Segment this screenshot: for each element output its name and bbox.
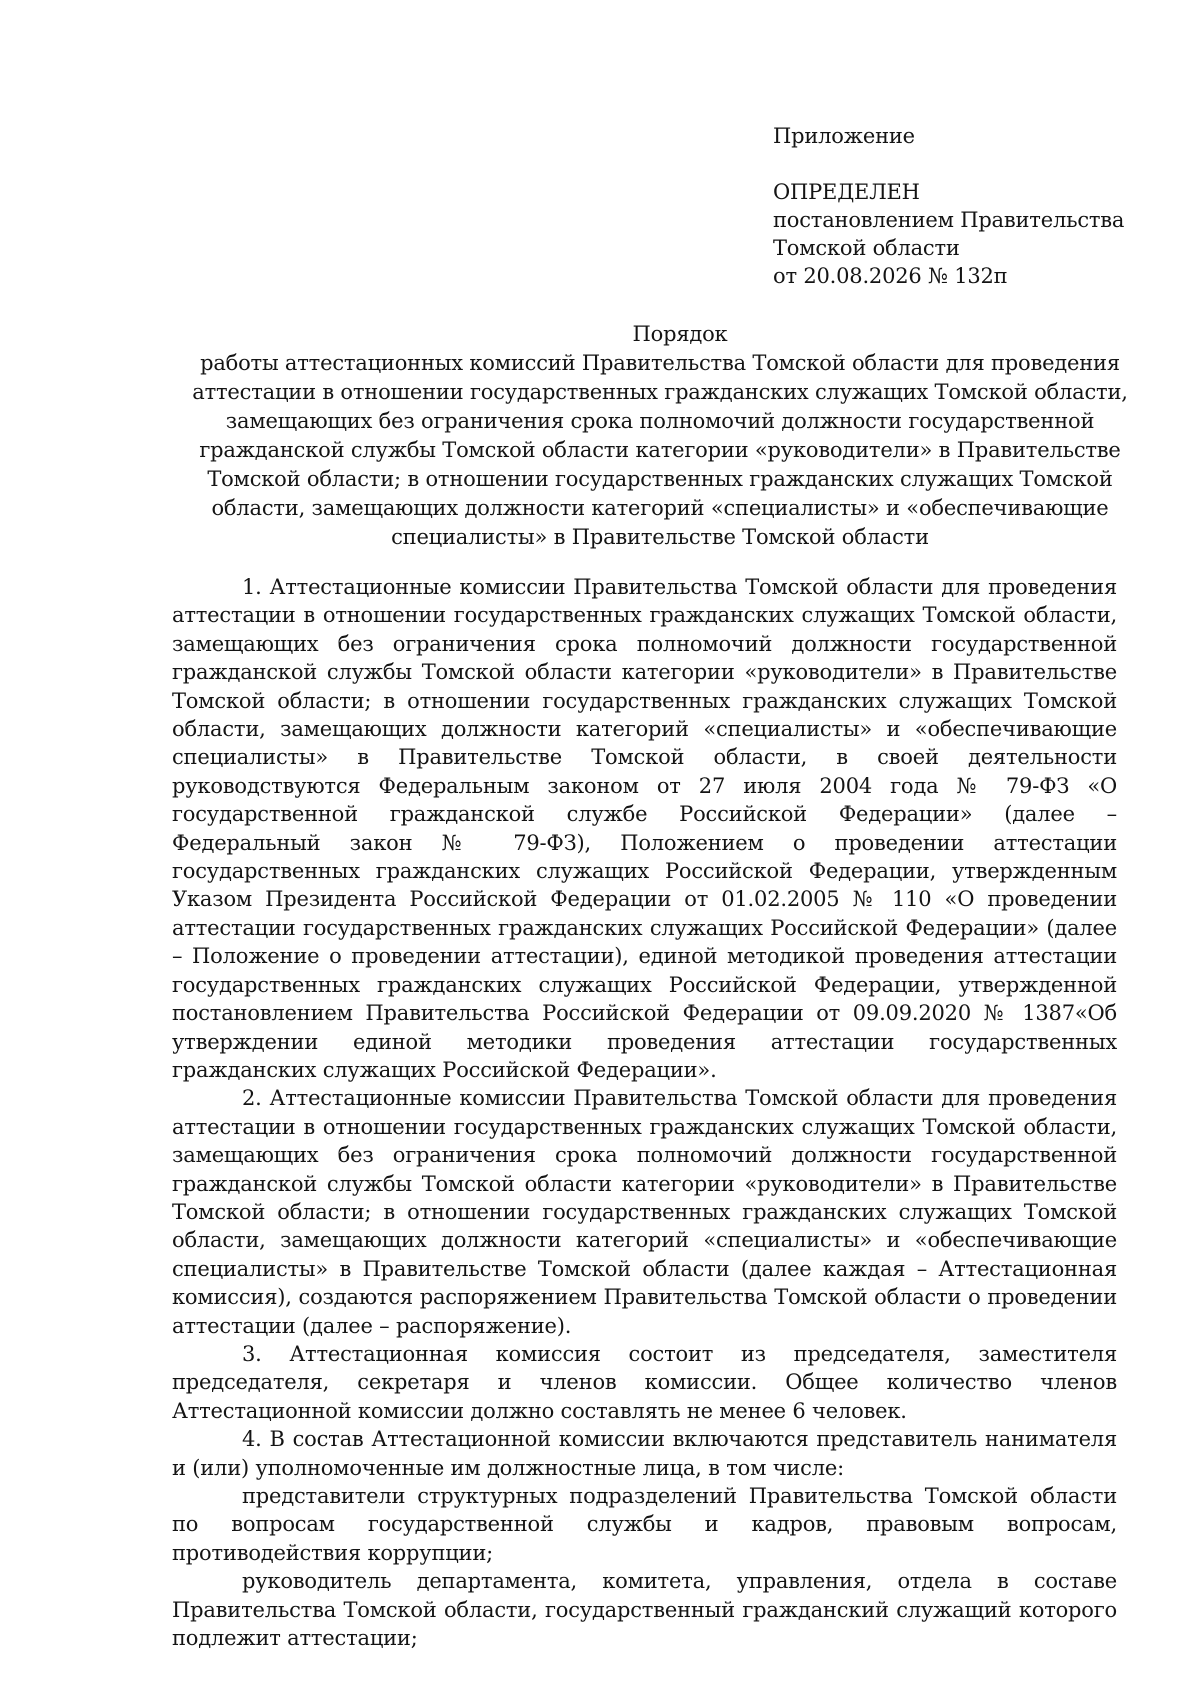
document-body (172, 573, 1117, 1652)
defined-label: ОПРЕДЕЛЕН (773, 180, 920, 204)
appendix-label: Приложение (773, 124, 915, 148)
document-title (160, 320, 1160, 552)
title-heading: Порядок (632, 322, 728, 346)
decree-line-1: постановлением Правительства (773, 208, 1125, 232)
title-line: аттестации в отношении государственных гражданских служащих Томской области, (192, 380, 1128, 404)
title-line: Томской области; в отношении государственных гражданских служащих Томской (207, 467, 1113, 491)
title-line: работы аттестационных комиссий Правительства Томской области для проведения (200, 351, 1120, 375)
paragraph-2: 2. Аттестационные комиссии Правительства Томской области для проведения аттестации в отношении государственных гражданских служащих Томской области, замещающих без ограничения срока полномочий должности государственной гражданской службы Томской области категории «руководители» в Правительстве Томской области; в отношении государственных гражданских служащих Томской области, замещающих должности категорий «специалисты» и «обеспечивающие специалисты» в Правительстве Томской области (далее каждая – Аттестационная комиссия), создаются распоряжением Правительства Томской области о проведении аттестации (далее – распоряжение). (172, 1086, 1117, 1338)
decree-date: от 20.08.2026 № 132п (773, 264, 1008, 288)
title-line: специалисты» в Правительстве Томской области (391, 525, 929, 549)
paragraph-3: 3. Аттестационная комиссия состоит из председателя, заместителя председателя, секретаря и членов комиссии. Общее количество членов Аттестационной комиссии должно составлять не менее 6 человек. (172, 1341, 1117, 1423)
decree-line-2: Томской области (773, 236, 960, 260)
paragraph-4: 4. В состав Аттестационной комиссии включаются представитель нанимателя и (или) уполномоченные им должностные лица, в том числе: (172, 1427, 1117, 1480)
title-line: замещающих без ограничения срока полномочий должности государственной (225, 409, 1095, 433)
appendix-block (773, 122, 1124, 290)
paragraph-4-item-1: представители структурных подразделений Правительства Томской области по вопросам государственной службы и кадров, правовым вопросам, противодействия коррупции; (172, 1484, 1117, 1565)
paragraph-1: 1. Аттестационные комиссии Правительства Томской области для проведения аттестации в отношении государственных гражданских служащих Томской области, замещающих без ограничения срока полномочий должности государственной гражданской службы Томской области категории «руководители» в Правительстве Томской области; в отношении государственных гражданских служащих Томской области, замещающих должности категорий «специалисты» и «обеспечивающие специалисты» в Правительстве Томской области, в своей деятельности руководствуются Федеральным законом от 27 июля 2004 года № 79-ФЗ «О государственной гражданской службе Российской Федерации» (далее – Федеральный закон № 79-ФЗ), Положением о проведении аттестации государственных гражданских служащих Российской Федерации, утвержденным Указом Президента Российской Федерации от 01.02.2005 № 110 «О проведении аттестации государственных гражданских служащих Российской Федерации» (далее – Положение о проведении аттестации), единой методикой проведения аттестации государственных гражданских служащих Российской Федерации, утвержденной постановлением Правительства Российской Федерации от 09.09.2020 № 1387«Об утверждении единой методики проведения аттестации государственных гражданских служащих Российской Федерации». (172, 575, 1117, 1082)
title-line: гражданской службы Томской области категории «руководители» в Правительстве (199, 438, 1121, 462)
spacer (773, 150, 1124, 178)
title-line: области, замещающих должности категорий «специалисты» и «обеспечивающие (211, 496, 1109, 520)
paragraph-4-item-2: руководитель департамента, комитета, управления, отдела в составе Правительства Томской области, государственный гражданский служащий которого подлежит аттестации; (172, 1569, 1117, 1651)
